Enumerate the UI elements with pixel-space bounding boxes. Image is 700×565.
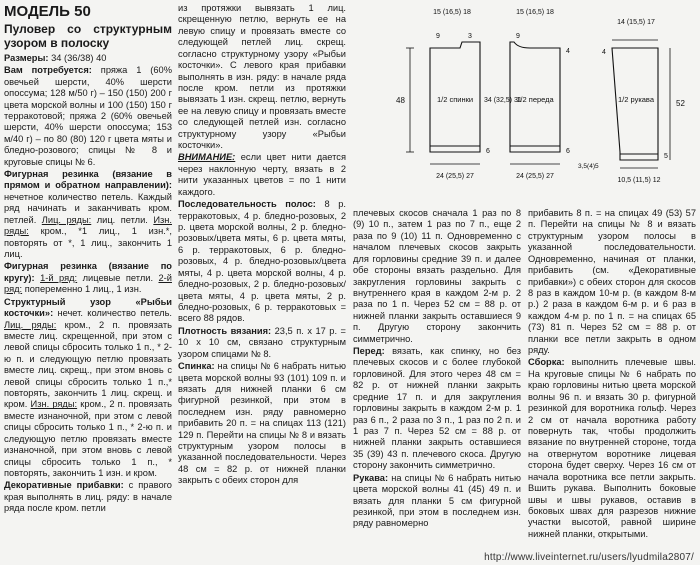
back-paragraph — [178, 361, 346, 487]
front-side: 9 — [516, 33, 520, 40]
front-label-text: Перед: — [353, 346, 385, 357]
back-side-left: 9 — [436, 33, 440, 40]
sleeve-top-width: 14 (15,5) 17 — [617, 19, 655, 26]
back-label: 1/2 спинки — [436, 95, 474, 104]
stripes-paragraph — [178, 199, 346, 325]
rib-flat-row1-value: лиц. петли. — [96, 214, 148, 225]
assembly-paragraph — [528, 357, 696, 540]
decorative-inc-label: Декоративные прибавки: — [4, 480, 124, 491]
back-side-right: 3 — [468, 33, 472, 40]
decorative-inc-paragraph — [4, 480, 172, 514]
attention-value: если цвет нити дается через наклонную черту, вязать в 2 нити указанных цветов = по 1 нити каждого. — [178, 152, 346, 197]
materials-label: Вам потребуется: — [4, 65, 92, 76]
fishbone-paragraph — [4, 297, 172, 480]
front-bottom: 24 (25,5) 27 — [516, 173, 554, 180]
rib-flat-row1-label: Лиц. ряды: — [41, 214, 92, 225]
sleeves-cont: прибавить 8 п. = на спицах 49 (53) 57 п. Перейти на спицы № 8 и вязать структурным узором полосы в указанной последовательности. Одновременно, начиная от планки, прибавить (см. «Декоративные прибавки») с обеих сторон для скосов 8 раз в каждом 10-м р. (в каждом 8-м р.) 2 раза в каждом 6-м р. и 6 раз в каждом 4-м р. по 1 п. = на спицах 65 (73) 81 п. Через 52 см = 88 р. от планки все петли закрыть в одном ряду. — [528, 208, 696, 356]
sleeves-label: Рукава: — [353, 472, 389, 483]
rib-flat-label: Фигурная резинка (вязание в прямом и обратном направлении): — [4, 169, 172, 191]
fishbone-value: нечет. количество петель. — [57, 308, 172, 319]
back-bottom: 24 (25,5) 27 — [436, 173, 474, 180]
sleeve-side: 4 — [602, 49, 606, 56]
fishbone-label: Структурный узор «Рыбьи косточки»: — [4, 296, 172, 319]
source-watermark: http://www.liveinternet.ru/users/lyudmila2807/ — [484, 552, 694, 563]
sleeve-piece — [612, 48, 658, 160]
attention-label: ВНИМАНИЕ: — [178, 152, 236, 163]
front-rib: 6 — [566, 148, 570, 155]
rib-round-row2-label: 2-й ряд: — [4, 272, 172, 295]
gauge-paragraph — [178, 326, 346, 360]
front-top-width: 15 (16,5) 18 — [516, 9, 554, 16]
back-value: на спицы № 6 набрать нитью цвета морской волны 93 (101) 109 п. и вязать для нижней планки 6 см фигурной резинкой, при этом в последнем изн. ряду равномерно прибавить 20 п. = на спицах 113 (121) 129 п. Перейти на спицы № 8 и вязать структурным узором полосы в указанной последовательности. Через 48 см = 82 р. от нижней планки закрыть с обеих сторон для — [178, 361, 346, 486]
garment-schematic — [380, 2, 698, 202]
front-value: вязать, как спинку, но без плечевых скосов и с более глубокой горловиной. Для этого через 48 см = 82 р. от нижней планки закрыть средние 17 п. и для закругления горловины закрыть в каждом 2-м р. 1 раз 6 п., 2 раза по 3 п., 1 раз по 2 п. и 1 раз 7 п. Через 52 см = 88 р. от нижней планки закрыть оставшиеся 35 (39) 43 п. плечевого скоса. Другую сторону закончить симметрично. — [353, 346, 521, 471]
sleeves-value: на спицы № 6 набрать нитью цвета морской волны 41 (45) 49 п. и вязать для планки 5 см фигурной резинкой, при этом в последнем изн. ряду равномерно — [353, 472, 521, 529]
decorative-inc-cont: из протяжки вывязать 1 лиц. скрещенную петлю, вернуть ее на левую спицу и провязать вместе со следующей петлей лиц. скрещ. согласно структурному узору «Рыбьи косточки». С левого края прибавки выполнять в изн. ряду: в начале ряда после кром. петли из протяжки вывязать 1 изн. скрещ. петлю, вернуть ее на левую спицу и провязать вместе со следующей петлей изн. согласно структурному узору «Рыбьи косточки». — [178, 3, 346, 151]
back-top-width: 15 (16,5) 18 — [433, 9, 471, 16]
stripes-label: Последовательность полос: — [178, 199, 316, 210]
model-subtitle: Пуловер со структурным узором в полоску — [4, 22, 172, 50]
back-cont: плечевых скосов сначала 1 раз по 8 (9) 10 п., затем 1 раз по 7 п., еще 2 раза по 9 (10) 11 п. Одновременно с началом плечевых скосов закрыть для горловины средние 39 п. и далее обе стороны вязать раздельно. Для закругления горловины закрыть с внутреннего края в каждом 2-м р. 2 раза по 1 п. Через 52 см = 88 р. от нижней планки закрыть оставшиеся 9 п. Другую сторону закончить симметрично. — [353, 208, 521, 344]
rib-flat-value: нечетное количество петель. Каждый ряд начинать и заканчивать кром. петлей. — [4, 191, 172, 225]
rib-flat-paragraph — [4, 169, 172, 260]
sleeve-height: 52 — [676, 99, 685, 108]
column-3 — [353, 208, 521, 531]
attention-paragraph — [178, 152, 346, 198]
back-label: Спинка: — [178, 361, 215, 372]
materials-paragraph — [4, 65, 172, 168]
fishbone-knit-label: Лиц. ряды: — [4, 319, 57, 330]
back-armhole: 34 (32,5) 31 — [484, 97, 522, 104]
rib-round-label: Фигурная резинка (вязание по кругу): — [4, 261, 172, 283]
stripes-value: 8 р. терракотовых, 4 р. бледно-розовых, 2 р. цвета морской волны, 2 р. бледно-розовых/цвета мяты, 6 р. цвета мяты, 6 р. терракотовых, 6 р. бледно-розовых, 4 р. бледно-розовых/цвета мяты, 4 р. цвета морской волны, 4 р. бледно-розовых, 2 р. бледно-розовых/цвета мяты, 4 р. цвета мяты, 2 р. бледно-розовых, 6 р. терракотовых = всего 88 рядов. — [178, 199, 346, 324]
fishbone-knit-value: кром., 2 п. провязать вместе лиц. скрещенной, при этом с левой спицы сбросить только 1 п., * 2-ю п. и следующую петлю провязать вместе лиц. скрещ., при этом вновь с левой спицы сбросить только 1 п.,* повторять, закончить 1 лиц. скрещ. и кром. — [4, 319, 172, 410]
sizes-value: 34 (36/38) 40 — [51, 52, 107, 63]
fishbone-purl-label: Изн. ряды: — [30, 399, 78, 410]
sizes-paragraph — [4, 53, 172, 64]
assembly-label: Сборка: — [528, 357, 565, 368]
rib-round-row1-value: лицевые петли. — [82, 272, 154, 283]
front-neck: 4 — [566, 48, 570, 55]
rib-round-row2-value: попеременно 1 лиц., 1 изн. — [24, 284, 142, 295]
assembly-value: выполнить плечевые швы. На круговые спицы № 6 набрать по краю горловины нитью цвета морской волны 96 п. и вязать 30 р. фигурной резинкой для воротника гольф. Через 2 см от начала воротника работу повернуть так, чтобы продолжить вязание по внутренней стороне, тогда на отвернутом воротнике лицевая сторона будет сверху. Через 16 см от начала воротника все петли закрыть. Вшить рукава. Выполнить боковые швы и швы рукавов, оставив в боковых швах для разрезов нижние участки высотой, равной ширине нижней планки, открытыми. — [528, 357, 696, 539]
column-2 — [178, 3, 346, 488]
gauge-label: Плотность вязания: — [178, 325, 272, 336]
rib-round-row1-label: 1-й ряд: — [40, 272, 78, 283]
sleeves-paragraph — [353, 473, 521, 530]
gauge-value: 23,5 п. х 17 р. = 10 х 10 см, связано структурным узором спицами № 8. — [178, 325, 346, 359]
rib-flat-row2-value: кром., *1 лиц., 1 изн.*, повторять от *, 1 лиц., закончить 1 лиц. — [4, 226, 172, 259]
model-title: МОДЕЛЬ 50 — [4, 3, 91, 20]
materials-value: пряжа 1 (60% овечьей шерсти, 40% шерсти опоссума; 128 м/50 г) – 150 (150) 200 г цвета морской волны и 100 (150) 150 г терракотовой; пряжа 2 (60% овечьей шерсти, 40% шерсти опоссума; 153 м/40 г) – по 80 (80) 120 г цвета мяты и бледно-розового; спицы № 8 и круговые спицы № 6. — [4, 65, 172, 167]
front-label: 1/2 переда — [516, 95, 554, 104]
sleeve-cuff-height: 3,5(4)5 — [578, 163, 599, 170]
dimension-lines — [406, 40, 670, 168]
column-4 — [528, 208, 696, 541]
rib-flat-row2-label: Изн. ряды: — [4, 214, 172, 237]
fishbone-purl-value: кром., 2 п. провязать вместе изнаночной, при этом с левой спицы сбросить только 1 п., * 2-ю п. и следующую петлю провязать вместе изнаночной, при этом вновь с левой спицы сбросить только 1 п., * повторять, закончить 1 изн. и кром. — [4, 399, 172, 478]
column-1 — [4, 3, 172, 516]
back-rib: 6 — [486, 148, 490, 155]
front-paragraph — [353, 346, 521, 472]
sleeve-label: 1/2 рукава — [617, 95, 655, 104]
sizes-label: Размеры: — [4, 52, 49, 63]
rib-round-paragraph — [4, 261, 172, 295]
decorative-inc-value: с правого края выполнять в лиц. ряду: в начале ряда после кром. петли — [4, 480, 172, 514]
back-height: 48 — [396, 96, 405, 105]
sleeve-rib: 5 — [664, 153, 668, 160]
sleeve-cuff-width: 10,5 (11,5) 12 — [617, 177, 661, 184]
